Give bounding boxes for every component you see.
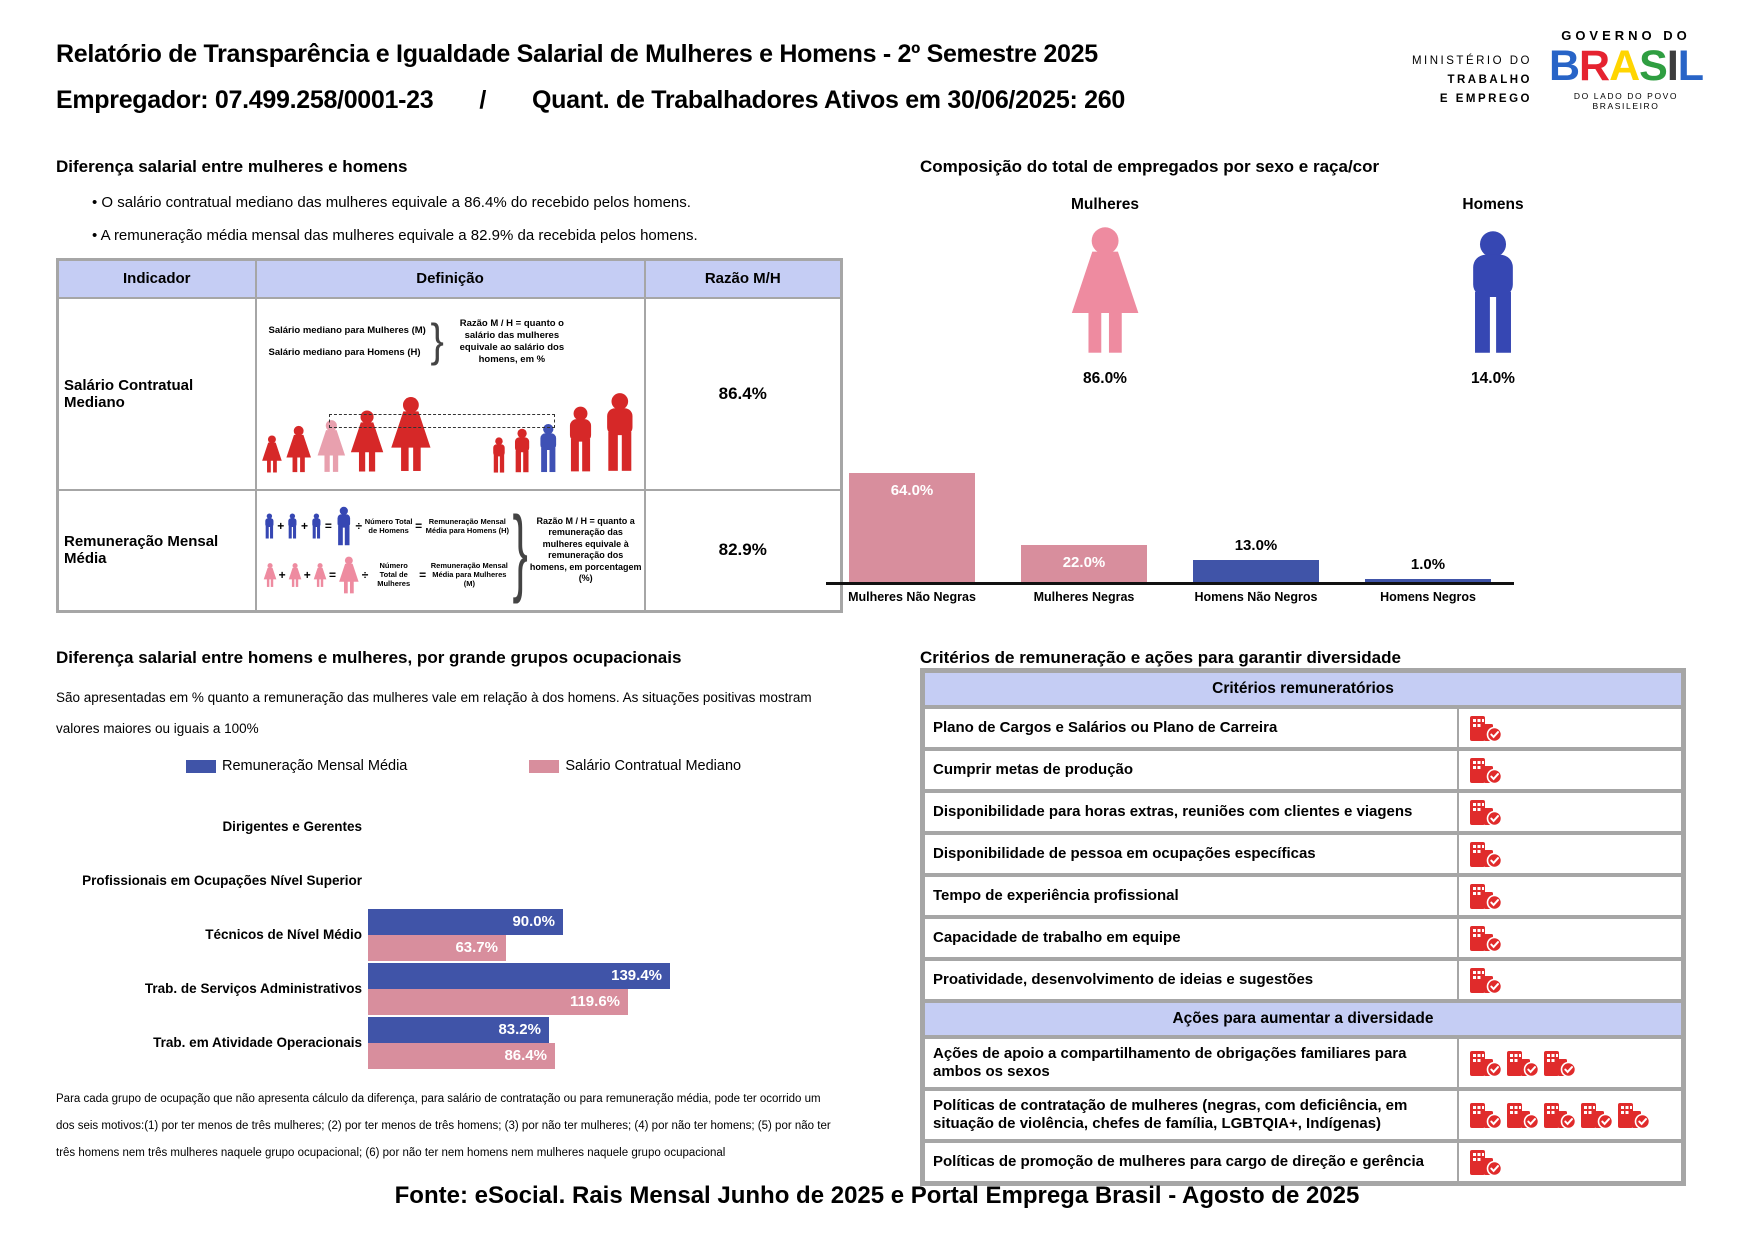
ministry-logo (1372, 52, 1532, 109)
criteria-label: Políticas de contratação de mulheres (negras, com deficiência, em situação de violência, chefes de família, LGBTQIA+, Indígenas) (925, 1091, 1459, 1139)
race-gender-bar-chart (826, 468, 1514, 604)
criteria-row (923, 791, 1683, 833)
criteria-label: Ações de apoio a compartilhamento de obrigações familiares para ambos os sexos (925, 1039, 1459, 1087)
man-icon (1462, 224, 1524, 354)
legend-item (186, 758, 407, 774)
man-figure-icon (490, 436, 508, 474)
criteria-icons (1459, 919, 1681, 957)
criteria-row (923, 1037, 1683, 1089)
criteria-row (923, 707, 1683, 749)
bar-column (1342, 468, 1514, 582)
bar-value-label: 13.0% (1234, 537, 1278, 554)
bar-column (998, 468, 1170, 582)
man-figure-icon (263, 513, 276, 539)
criteria-icons (1459, 1039, 1681, 1087)
bar: 119.6% (368, 989, 628, 1015)
woman-figure-icon (288, 562, 302, 588)
man-figure-icon (511, 427, 533, 474)
col-header-razao: Razão M/H (645, 260, 842, 298)
criteria-label: Disponibilidade para horas extras, reuniões com clientes e viagens (925, 793, 1459, 831)
occupation-footnote: Para cada grupo de ocupação que não apresenta cálculo da diferença, para salário de contratação ou para remuneração média, pode ter ocorrido um dos seis motivos:(1) por ter menos de três mulheres; (2) por ter menos de três homens; (3) por não ter mulheres; (4) por não ter homens; (5) por não ter três homens nem três mulheres naquele grupo ocupacional; (6) por não ter nem homens nem mulheres naquele grupo ocupacional (56, 1093, 831, 1159)
man-figure-icon (310, 513, 323, 539)
criteria-section-header: Critérios remuneratórios (923, 671, 1683, 707)
legend-item (529, 758, 741, 774)
col-header-indicador: Indicador (58, 260, 256, 298)
median-dashed-box (329, 414, 555, 428)
separator: / (479, 86, 486, 114)
woman-figure-icon (313, 562, 327, 588)
company-check-icon (1469, 757, 1503, 784)
bar-value-label: 22.0% (1062, 554, 1106, 571)
criteria-row (923, 833, 1683, 875)
occupation-row (56, 800, 836, 854)
x-axis-tick-label: Homens Não Negros (1194, 590, 1318, 604)
active-workers: Quant. de Trabalhadores Ativos em 30/06/2025: 260 (532, 86, 1125, 114)
equation-result: Remuneração Mensal Média para Mulheres (M) (430, 561, 508, 589)
col-header-definicao: Definição (256, 260, 645, 298)
bar: 90.0% (368, 909, 563, 935)
company-check-icon (1469, 925, 1503, 952)
women-percentage: 86.0% (1083, 370, 1127, 387)
man-figure-icon (564, 404, 597, 474)
x-axis-tick-label: Mulheres Não Negras (848, 590, 976, 604)
criteria-label: Cumprir metas de produção (925, 751, 1459, 789)
bar-value-label: 1.0% (1410, 556, 1446, 573)
company-check-icon (1469, 841, 1503, 868)
mean-ratio-note: Razão M / H = quanto a remuneração das mulheres equivale à remuneração dos homens, em porcentagem (%) (529, 515, 642, 584)
women-label: Mulheres (1070, 196, 1140, 213)
criteria-label: Políticas de promoção de mulheres para cargo de direção e gerência (925, 1143, 1459, 1181)
woman-figure-icon (389, 394, 433, 474)
man-figure-icon (600, 390, 640, 474)
equals-sign: = (328, 567, 336, 582)
plus-sign: + (278, 567, 286, 582)
criteria-row (923, 1089, 1683, 1141)
woman-figure-icon (261, 434, 283, 474)
definition-median-diagram (257, 308, 644, 474)
criteria-icons (1459, 751, 1681, 789)
criteria-icons (1459, 1091, 1681, 1139)
gov-brasil-logo (1540, 28, 1712, 111)
criteria-row (923, 1141, 1683, 1183)
bar-column (826, 468, 998, 582)
occupation-legend (186, 758, 741, 774)
ministry-line1: MINISTÉRIO DO (1411, 55, 1532, 67)
men-average-equation (263, 506, 511, 546)
occupation-bars (368, 909, 836, 961)
occupation-title: Diferença salarial entre homens e mulheres, por grande grupos ocupacionais (56, 648, 682, 667)
x-axis-line (826, 582, 1514, 585)
salary-gap-bullets (92, 186, 698, 252)
occupation-bar-chart (56, 800, 836, 1070)
company-check-icon (1506, 1050, 1540, 1077)
ratio-mean-value: 82.9% (645, 490, 842, 612)
brace-glyph: } (512, 495, 528, 605)
legend-swatch (529, 760, 559, 773)
salary-gap-title: Diferença salarial entre mulheres e homens (56, 157, 408, 176)
equals-sign: = (324, 518, 332, 533)
criteria-icons (1459, 961, 1681, 999)
occupation-row (56, 854, 836, 908)
criteria-table (920, 668, 1686, 1186)
bar: 83.2% (368, 1017, 549, 1043)
criteria-row (923, 749, 1683, 791)
criteria-label: Plano de Cargos e Salários ou Plano de Carreira (925, 709, 1459, 747)
women-average-equation (263, 555, 511, 595)
brasil-wordmark (1540, 43, 1712, 89)
men-label: Homens (1462, 196, 1524, 213)
x-axis-tick-label: Mulheres Negras (1033, 590, 1135, 604)
criteria-section-header: Ações para aumentar a diversidade (923, 1001, 1683, 1037)
bar-column (1170, 468, 1342, 582)
equation-divisor: Número Total de Mulheres (377, 561, 411, 589)
x-axis-tick-label: Homens Negros (1380, 590, 1476, 604)
brand-letter: A (1609, 42, 1640, 90)
criteria-label: Disponibilidade de pessoa em ocupações específicas (925, 835, 1459, 873)
source-footer: Fonte: eSocial. Rais Mensal Junho de 2025 e Portal Emprega Brasil - Agosto de 2025 (394, 1182, 1360, 1209)
brace-glyph: } (430, 315, 444, 367)
people-comparison-illustration (261, 374, 640, 474)
brand-letter: S (1639, 42, 1667, 90)
legend-label: Remuneração Mensal Média (222, 758, 408, 774)
occupation-subtitle: São apresentadas em % quanto a remuneração das mulheres vale em relação à dos homens. As situações positivas mostram valores maiores ou iguais a 100% (56, 690, 812, 736)
divide-sign: ÷ (355, 518, 363, 533)
company-check-icon (1617, 1102, 1651, 1129)
bar (1193, 560, 1319, 582)
criteria-icons (1459, 877, 1681, 915)
company-check-icon (1469, 1149, 1503, 1176)
occupation-category-label: Dirigentes e Gerentes (222, 819, 362, 834)
criteria-label: Capacidade de trabalho em equipe (925, 919, 1459, 957)
criteria-icons (1459, 835, 1681, 873)
bullet-mean-salary: • A remuneração média mensal das mulheres equivale a 82.9% da recebida pelos homens. (92, 219, 698, 252)
legend-label: Salário Contratual Mediano (565, 758, 742, 774)
man-figure-icon (334, 506, 354, 546)
company-check-icon (1469, 715, 1503, 742)
gov-logo-bottom: DO LADO DO POVO BRASILEIRO (1573, 91, 1679, 111)
criteria-icons (1459, 709, 1681, 747)
company-check-icon (1469, 799, 1503, 826)
occupation-row (56, 962, 836, 1016)
definition-mean-diagram (257, 495, 644, 605)
occupation-bars (368, 963, 836, 1015)
occupation-category-label: Trab. em Atividade Operacionais (153, 1035, 362, 1050)
gov-logo-top: GOVERNO DO (1561, 28, 1691, 43)
criteria-label: Proatividade, desenvolvimento de ideias e sugestões (925, 961, 1459, 999)
criteria-icons (1459, 1143, 1681, 1181)
occupation-category-label: Profissionais em Ocupações Nível Superior (82, 873, 362, 888)
indicator-mean-salary: Remuneração Mensal Média (58, 490, 256, 612)
bar (1365, 579, 1491, 582)
criteria-row (923, 959, 1683, 1001)
bar: 139.4% (368, 963, 670, 989)
legend-swatch (186, 760, 216, 773)
women-group (1000, 196, 1210, 388)
occupation-category-label: Técnicos de Nível Médio (205, 927, 362, 942)
company-check-icon (1543, 1102, 1577, 1129)
company-check-icon (1543, 1050, 1577, 1077)
median-ratio-note: Razão M / H = quanto o salário das mulheres equivale ao salário dos homens, em % (459, 317, 565, 365)
brand-letter: B (1548, 42, 1579, 90)
median-men-label: Salário mediano para Homens (H) (268, 346, 421, 358)
bar-area (826, 468, 1514, 582)
median-women-label: Salário mediano para Mulheres (M) (268, 324, 426, 336)
bullet-median-salary: • O salário contratual mediano das mulheres equivale a 86.4% do recebido pelos homens. (92, 186, 698, 219)
company-check-icon (1469, 1050, 1503, 1077)
woman-figure-icon (263, 562, 277, 588)
plus-sign: + (301, 518, 309, 533)
brand-letter: I (1666, 42, 1678, 90)
woman-figure-icon (285, 424, 312, 474)
criteria-row (923, 875, 1683, 917)
plus-sign: + (303, 567, 311, 582)
company-check-icon (1580, 1102, 1614, 1129)
page-title: Relatório de Transparência e Igualdade Salarial de Mulheres e Homens - 2º Semestre 2025 (56, 40, 1098, 68)
brand-letter: L (1677, 42, 1704, 90)
employer-line (56, 86, 1125, 115)
company-check-icon (1469, 883, 1503, 910)
occupation-category-label: Trab. de Serviços Administrativos (144, 981, 362, 996)
plus-sign: + (277, 518, 285, 533)
company-check-icon (1469, 1102, 1503, 1129)
men-group (1388, 196, 1598, 388)
indicator-median-salary: Salário Contratual Mediano (58, 298, 256, 490)
bar: 86.4% (368, 1043, 555, 1069)
bar-value-label: 64.0% (890, 482, 934, 499)
ratio-median-value: 86.4% (645, 298, 842, 490)
brand-letter: R (1579, 42, 1610, 90)
man-figure-icon (286, 513, 299, 539)
woman-figure-icon (338, 555, 360, 595)
man-icon (1462, 230, 1524, 354)
man-figure-icon (536, 422, 561, 474)
men-percentage: 14.0% (1471, 370, 1515, 387)
criteria-row (923, 917, 1683, 959)
criteria-icons (1459, 793, 1681, 831)
occupation-bars (368, 1017, 836, 1069)
equals-sign: = (415, 518, 423, 533)
company-check-icon (1506, 1102, 1540, 1129)
composition-title: Composição do total de empregados por sexo e raça/cor (920, 157, 1380, 176)
salary-gap-table (56, 258, 843, 613)
occupation-row (56, 1016, 836, 1070)
bar: 63.7% (368, 935, 506, 961)
equals-sign: = (419, 567, 427, 582)
equation-divisor: Número Total de Homens (364, 516, 413, 535)
ministry-line2: TRABALHO (1447, 74, 1532, 86)
occupation-row (56, 908, 836, 962)
x-axis-labels (826, 590, 1514, 604)
employer-id: Empregador: 07.499.258/0001-23 (56, 86, 434, 114)
ministry-line3: E EMPREGO (1439, 93, 1532, 105)
criteria-title: Critérios de remuneração e ações para garantir diversidade (920, 648, 1401, 667)
woman-icon (1068, 224, 1142, 354)
equation-result: Remuneração Mensal Média para Homens (H) (425, 516, 510, 535)
criteria-label: Tempo de experiência profissional (925, 877, 1459, 915)
company-check-icon (1469, 967, 1503, 994)
divide-sign: ÷ (361, 567, 369, 582)
woman-icon (1068, 226, 1142, 354)
